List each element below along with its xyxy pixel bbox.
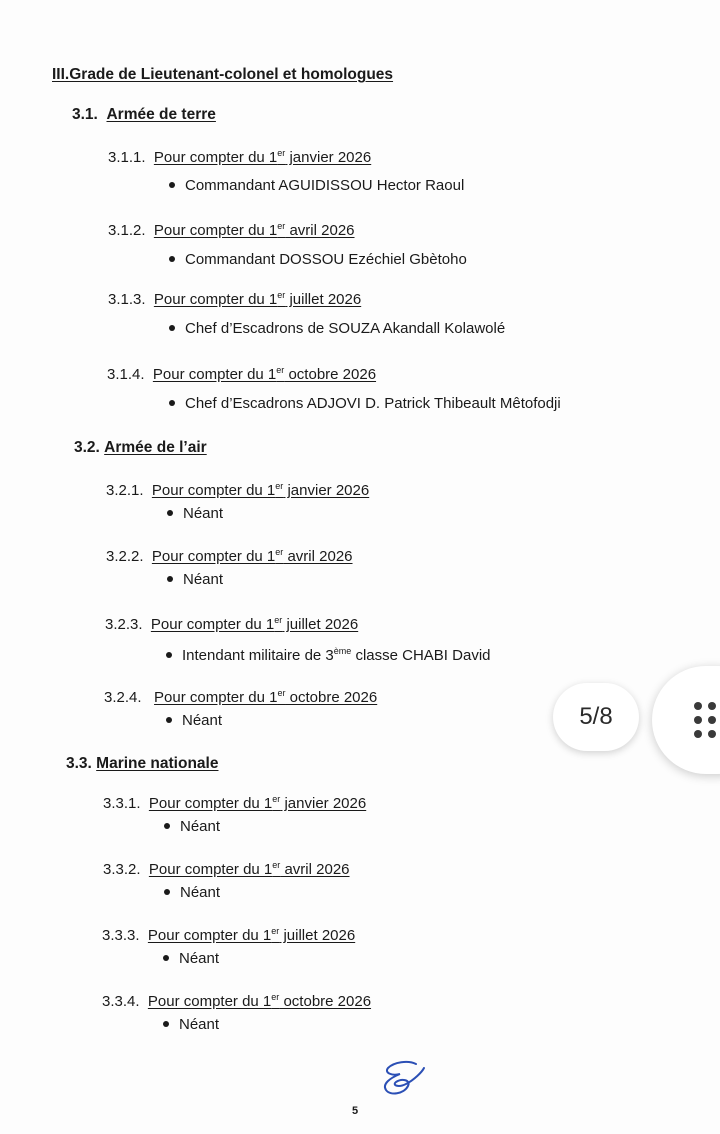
subsection-number: 3.2.2. bbox=[106, 548, 144, 565]
dots-grid-icon bbox=[694, 702, 718, 738]
bullet-icon bbox=[163, 955, 169, 961]
subsection-3-2-1 bbox=[106, 482, 369, 499]
subsection-number: 3.1.4. bbox=[107, 366, 145, 383]
subsection-3-1-2 bbox=[108, 222, 355, 239]
bullet-icon bbox=[164, 889, 170, 895]
bullet-icon bbox=[169, 325, 175, 331]
subsection-3-2-4 bbox=[104, 689, 377, 706]
section-3-2-heading bbox=[74, 439, 207, 457]
subsection-title: Pour compter du 1er janvier 2026 bbox=[148, 794, 367, 812]
subsection-3-2-3 bbox=[105, 616, 358, 633]
subsection-3-2-2 bbox=[106, 548, 353, 565]
subsection-number: 3.3.4. bbox=[102, 993, 140, 1010]
subsection-title: Pour compter du 1er janvier 2026 bbox=[153, 148, 372, 166]
subsection-number: 3.3.1. bbox=[103, 795, 141, 812]
section-title: Armée de terre bbox=[106, 106, 216, 123]
subsection-number: 3.3.2. bbox=[103, 861, 141, 878]
subsection-number: 3.2.4. bbox=[104, 689, 142, 706]
subsection-title: Pour compter du 1er avril 2026 bbox=[148, 860, 350, 878]
bullet-icon bbox=[167, 510, 173, 516]
section-3-1-heading bbox=[72, 106, 216, 124]
list-item: Chef d’Escadrons de SOUZA Akandall Kolawolé bbox=[169, 320, 505, 337]
list-item: Chef d’Escadrons ADJOVI D. Patrick Thibeault Mêtofodji bbox=[169, 395, 561, 412]
list-item: Néant bbox=[164, 884, 220, 901]
subsection-title: Pour compter du 1er juillet 2026 bbox=[150, 615, 359, 633]
subsection-3-1-1 bbox=[108, 149, 371, 166]
list-item: Intendant militaire de 3ème classe CHABI David bbox=[166, 647, 491, 664]
list-item: Néant bbox=[167, 505, 223, 522]
subsection-title: Pour compter du 1er juillet 2026 bbox=[153, 290, 362, 308]
subsection-title: Pour compter du 1er octobre 2026 bbox=[152, 365, 377, 383]
section-title: Marine nationale bbox=[96, 755, 219, 772]
subsection-title: Pour compter du 1er avril 2026 bbox=[151, 547, 353, 565]
subsection-title: Pour compter du 1er octobre 2026 bbox=[154, 688, 378, 706]
list-item: Néant bbox=[164, 818, 220, 835]
subsection-title: Pour compter du 1er juillet 2026 bbox=[147, 926, 356, 944]
subsection-3-1-3 bbox=[108, 291, 361, 308]
page-indicator[interactable]: 5/8 bbox=[553, 683, 639, 751]
subsection-3-3-3 bbox=[102, 927, 355, 944]
list-item: Commandant AGUIDISSOU Hector Raoul bbox=[169, 177, 464, 194]
subsection-3-3-1 bbox=[103, 795, 366, 812]
list-item: Néant bbox=[167, 571, 223, 588]
bullet-icon bbox=[169, 400, 175, 406]
subsection-number: 3.3.3. bbox=[102, 927, 140, 944]
list-item: Commandant DOSSOU Ezéchiel Gbètoho bbox=[169, 251, 467, 268]
subsection-3-3-2 bbox=[103, 861, 350, 878]
subsection-number: 3.1.3. bbox=[108, 291, 146, 308]
list-item: Néant bbox=[163, 1016, 219, 1033]
subsection-number: 3.2.3. bbox=[105, 616, 143, 633]
section-number: 3.3. bbox=[66, 755, 92, 772]
bullet-icon bbox=[167, 576, 173, 582]
bullet-icon bbox=[163, 1021, 169, 1027]
bullet-icon bbox=[164, 823, 170, 829]
section-number: 3.2. bbox=[74, 439, 100, 456]
bullet-icon bbox=[169, 182, 175, 188]
subsection-number: 3.1.2. bbox=[108, 222, 146, 239]
bullet-icon bbox=[166, 652, 172, 658]
subsection-number: 3.1.1. bbox=[108, 149, 146, 166]
section-3-3-heading bbox=[66, 755, 218, 773]
list-item: Néant bbox=[166, 712, 222, 729]
page-title: III.Grade de Lieutenant-colonel et homologues bbox=[52, 66, 394, 83]
bullet-icon bbox=[169, 256, 175, 262]
subsection-3-1-4 bbox=[107, 366, 376, 383]
subsection-title: Pour compter du 1er avril 2026 bbox=[153, 221, 355, 239]
subsection-title: Pour compter du 1er janvier 2026 bbox=[151, 481, 370, 499]
subsection-title: Pour compter du 1er octobre 2026 bbox=[147, 992, 372, 1010]
subsection-number: 3.2.1. bbox=[106, 482, 144, 499]
signature bbox=[378, 1058, 430, 1098]
list-item: Néant bbox=[163, 950, 219, 967]
section-number: 3.1. bbox=[72, 106, 98, 123]
section-title: Armée de l’air bbox=[104, 439, 207, 456]
bullet-icon bbox=[166, 717, 172, 723]
subsection-3-3-4 bbox=[102, 993, 371, 1010]
page-number: 5 bbox=[352, 1105, 359, 1117]
